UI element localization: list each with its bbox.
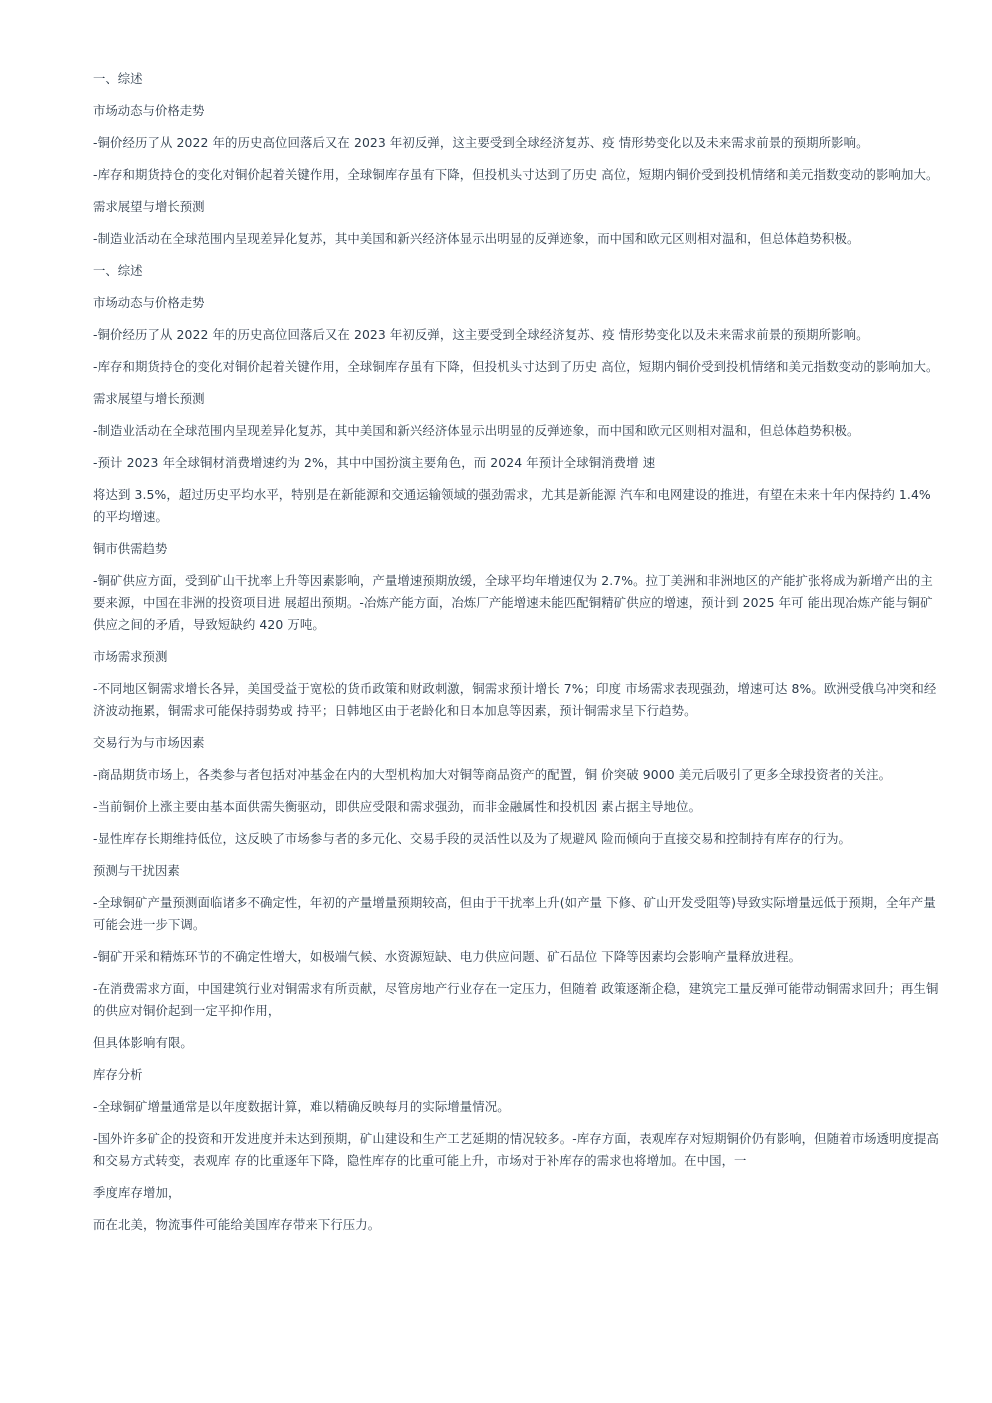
- paragraph: -制造业活动在全球范围内呈现差异化复苏，其中美国和新兴经济体显示出明显的反弹迹象，而中国和欧元区则相对温和，但总体趋势积极。: [93, 423, 860, 438]
- paragraph: -铜价经历了从 2022 年的历史高位回落后又在 2023 年初反弹，这主要受到全球经济复苏、疫 情形势变化以及未来需求前景的预期所影响。: [93, 327, 869, 342]
- paragraph: -显性库存长期维持低位，这反映了市场参与者的多元化、交易手段的灵活性以及为了规避风 险而倾向于直接交易和控制持有库存的行为。: [93, 831, 852, 846]
- document-body: [93, 68, 941, 1246]
- paragraph: 而在北美，物流事件可能给美国库存带来下行压力。: [93, 1217, 381, 1232]
- subsection-heading: 预测与干扰因素: [93, 863, 180, 878]
- paragraph: -不同地区铜需求增长各异，美国受益于宽松的货币政策和财政刺激，铜需求预计增长 7%；印度 市场需求表现强劲，增速可达 8%。欧洲受俄乌冲突和经济波动拖累，铜需求可能保持弱势或 持平；日韩地区由于老龄化和日本加息等因素，预计铜需求呈下行趋势。: [93, 681, 937, 718]
- paragraph: -全球铜矿产量预测面临诸多不确定性，年初的产量增量预期较高，但由于干扰率上升(如产量 下修、矿山开发受阻等)导致实际增量远低于预期，全年产量可能会进一步下调。: [93, 895, 936, 932]
- paragraph: -铜矿开采和精炼环节的不确定性增大，如极端气候、水资源短缺、电力供应问题、矿石品位 下降等因素均会影响产量释放进程。: [93, 949, 802, 964]
- paragraph: -当前铜价上涨主要由基本面供需失衡驱动，即供应受限和需求强劲，而非金融属性和投机因 素占据主导地位。: [93, 799, 702, 814]
- subsection-heading: 市场需求预测: [93, 649, 168, 664]
- paragraph: -在消费需求方面，中国建筑行业对铜需求有所贡献，尽管房地产行业存在一定压力，但随着 政策逐渐企稳，建筑完工量反弹可能带动铜需求回升；再生铜的供应对铜价起到一定平抑作用，: [93, 981, 939, 1018]
- paragraph: 将达到 3.5%，超过历史平均水平，特别是在新能源和交通运输领域的强劲需求，尤其是新能源 汽车和电网建设的推进，有望在未来十年内保持约 1.4%的平均增速。: [93, 487, 931, 524]
- subsection-heading: 铜市供需趋势: [93, 541, 168, 556]
- subsection-heading: 需求展望与增长预测: [93, 391, 205, 406]
- paragraph: -铜价经历了从 2022 年的历史高位回落后又在 2023 年初反弹，这主要受到全球经济复苏、疫 情形势变化以及未来需求前景的预期所影响。: [93, 135, 869, 150]
- paragraph: -全球铜矿增量通常是以年度数据计算，难以精确反映每月的实际增量情况。: [93, 1099, 510, 1114]
- paragraph: -预计 2023 年全球铜材消费增速约为 2%，其中中国扮演主要角色，而 2024 年预计全球铜消费增 速: [93, 455, 656, 470]
- paragraph: -铜矿供应方面，受到矿山干扰率上升等因素影响，产量增速预期放缓，全球平均年增速仅为 2.7%。拉丁美洲和非洲地区的产能扩张将成为新增产出的主要来源，中国在非洲的投资项目进 展超出预期。-冶炼产能方面，冶炼厂产能增速未能匹配铜精矿供应的增速，预计到 2025 年可 能出现冶炼产能与铜矿供应之间的矛盾，导致短缺约 420 万吨。: [93, 573, 933, 632]
- subsection-heading: 市场动态与价格走势: [93, 103, 205, 118]
- paragraph: 季度库存增加，: [93, 1185, 181, 1200]
- subsection-heading: 市场动态与价格走势: [93, 295, 205, 310]
- paragraph: -国外许多矿企的投资和开发进度并未达到预期，矿山建设和生产工艺延期的情况较多。-库存方面，表观库存对短期铜价仍有影响，但随着市场透明度提高和交易方式转变，表观库 存的比重逐年下降，隐性库存的比重可能上升，市场对于补库存的需求也将增加。在中国，一: [93, 1131, 940, 1168]
- section-heading: 一、综述: [93, 263, 143, 278]
- section-heading: 一、综述: [93, 71, 143, 86]
- subsection-heading: 交易行为与市场因素: [93, 735, 205, 750]
- paragraph: -商品期货市场上，各类参与者包括对冲基金在内的大型机构加大对铜等商品资产的配置，铜 价突破 9000 美元后吸引了更多全球投资者的关注。: [93, 767, 892, 782]
- subsection-heading: 需求展望与增长预测: [93, 199, 205, 214]
- paragraph: -制造业活动在全球范围内呈现差异化复苏，其中美国和新兴经济体显示出明显的反弹迹象，而中国和欧元区则相对温和，但总体趋势积极。: [93, 231, 860, 246]
- paragraph: -库存和期货持仓的变化对铜价起着关键作用，全球铜库存虽有下降，但投机头寸达到了历史 高位，短期内铜价受到投机情绪和美元指数变动的影响加大。: [93, 359, 939, 374]
- paragraph: -库存和期货持仓的变化对铜价起着关键作用，全球铜库存虽有下降，但投机头寸达到了历史 高位，短期内铜价受到投机情绪和美元指数变动的影响加大。: [93, 167, 939, 182]
- paragraph: 但具体影响有限。: [93, 1035, 193, 1050]
- subsection-heading: 库存分析: [93, 1067, 143, 1082]
